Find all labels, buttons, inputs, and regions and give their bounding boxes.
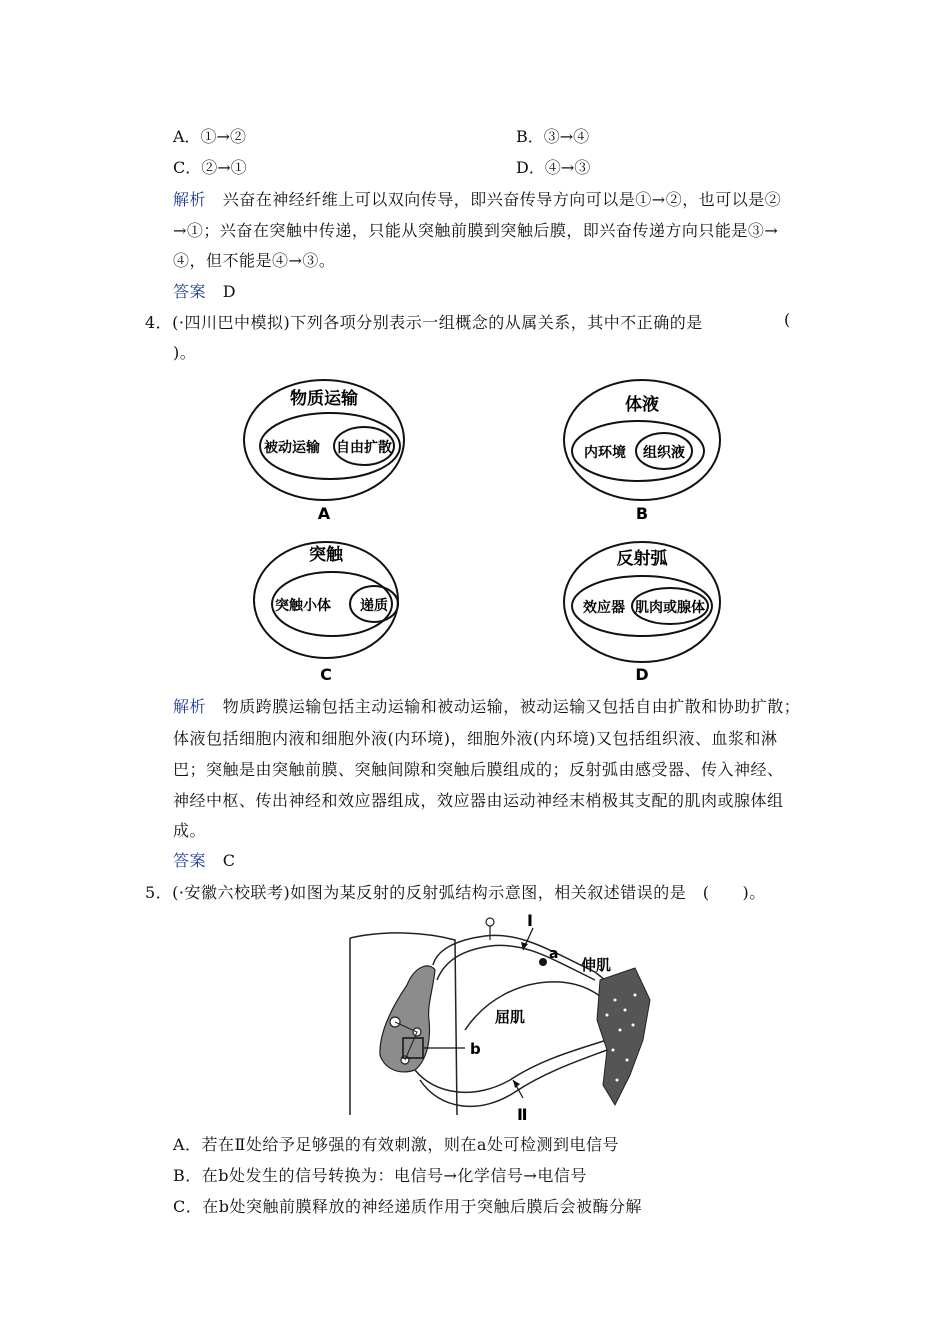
q5-option-a: A．若在Ⅱ处给予足够强的有效刺激，则在a处可检测到电信号 (173, 1135, 619, 1154)
q3-analysis-line-1: 解析 兴奋在神经纤维上可以双向传导，即兴奋传导方向可以是①→②，也可以是② (173, 190, 782, 209)
label-nerve-2: Ⅱ (517, 1105, 528, 1124)
grey-matter (380, 966, 435, 1072)
q3-option-a: A．①→② (173, 127, 246, 146)
label-a: a (549, 946, 559, 962)
diagram-b-outer-label: 体液 (625, 395, 659, 415)
diagram-b-middle-label: 内环境 (584, 445, 626, 461)
q3-option-d: D．④→③ (516, 158, 591, 177)
reflex-arc-figure (345, 910, 665, 1125)
label-extensor: 伸肌 (581, 956, 612, 974)
q3-answer (173, 279, 236, 302)
q3-answer-value: D (222, 282, 237, 301)
label-nerve-1: Ⅰ (527, 911, 533, 930)
q3-option-b: B．③→④ (516, 127, 590, 146)
diagram-a-letter: A (317, 504, 331, 523)
label-b: b (470, 1040, 481, 1058)
q4-paren-open: ( (784, 310, 791, 329)
diagram-a (244, 380, 404, 523)
q4-answer-value: C (222, 851, 236, 870)
diagram-c-middle-label: 突触小体 (275, 598, 331, 614)
q5-option-b: B．在b处发生的信号转换为：电信号→化学信号→电信号 (173, 1166, 587, 1185)
q3-answer-label: 答案 (173, 282, 207, 301)
q5-stem: 5．(·安徽六校联考)如图为某反射的反射弧结构示意图，相关叙述错误的是 ( )。 (145, 883, 766, 902)
diagram-c-letter: C (320, 665, 332, 684)
q5-option-c: C．在b处突触前膜释放的神经递质作用于突触后膜后会被酶分解 (173, 1197, 642, 1216)
diagram-a-inner-label: 自由扩散 (336, 440, 392, 456)
diagram-b (564, 380, 720, 523)
q3-analysis-line-3: ④，但不能是④→③。 (173, 251, 336, 270)
diagram-c-outer-label: 突触 (309, 545, 343, 565)
diagram-a-middle-label: 被动运输 (264, 440, 320, 456)
q3-analysis-line-2: →①；兴奋在突触中传递，只能从突触前膜到突触后膜，即兴奋传递方向只能是③→ (173, 221, 779, 240)
q4-analysis-label: 解析 (173, 697, 207, 716)
q4-analysis-line-5: 成。 (173, 821, 207, 840)
diagram-b-inner-label: 组织液 (643, 445, 685, 461)
q4-stem: 4．(·四川巴中模拟)下列各项分别表示一组概念的从属关系，其中不正确的是 (145, 313, 703, 332)
q3-option-c: C．②→① (173, 158, 247, 177)
diagram-d (564, 542, 720, 684)
extensor-muscle (597, 968, 650, 1105)
q4-analysis-line-4: 神经中枢、传出神经和效应器组成，效应器由运动神经末梢极其支配的肌肉或腺体组 (173, 791, 784, 810)
q4-answer-label: 答案 (173, 851, 207, 870)
label-flexor: 屈肌 (495, 1008, 526, 1026)
diagram-b-letter: B (635, 504, 649, 523)
q4-answer (173, 848, 236, 871)
diagram-d-letter: D (635, 665, 649, 684)
q4-analysis-line-2: 体液包括细胞内液和细胞外液(内环境)，细胞外液(内环境)又包括组织液、血浆和淋 (173, 729, 778, 748)
point-a (539, 958, 547, 966)
q4-analysis-line-1: 解析 物质跨膜运输包括主动运输和被动运输，被动运输又包括自由扩散和协助扩散； (173, 697, 801, 716)
diagram-a-outer-label: 物质运输 (290, 389, 358, 409)
q4-concept-diagrams (240, 374, 730, 684)
diagram-c-inner-label: 递质 (360, 598, 388, 614)
diagram-d-inner-label: 肌肉或腺体 (635, 600, 705, 616)
q3-analysis-label: 解析 (173, 190, 207, 209)
diagram-c (254, 542, 398, 684)
diagram-d-outer-label: 反射弧 (616, 549, 668, 569)
diagram-d-middle-label: 效应器 (583, 600, 625, 616)
q4-analysis-line-3: 巴；突触是由突触前膜、突触间隙和突触后膜组成的；反射弧由感受器、传入神经、 (173, 760, 784, 779)
q4-paren-close: )。 (173, 343, 197, 362)
